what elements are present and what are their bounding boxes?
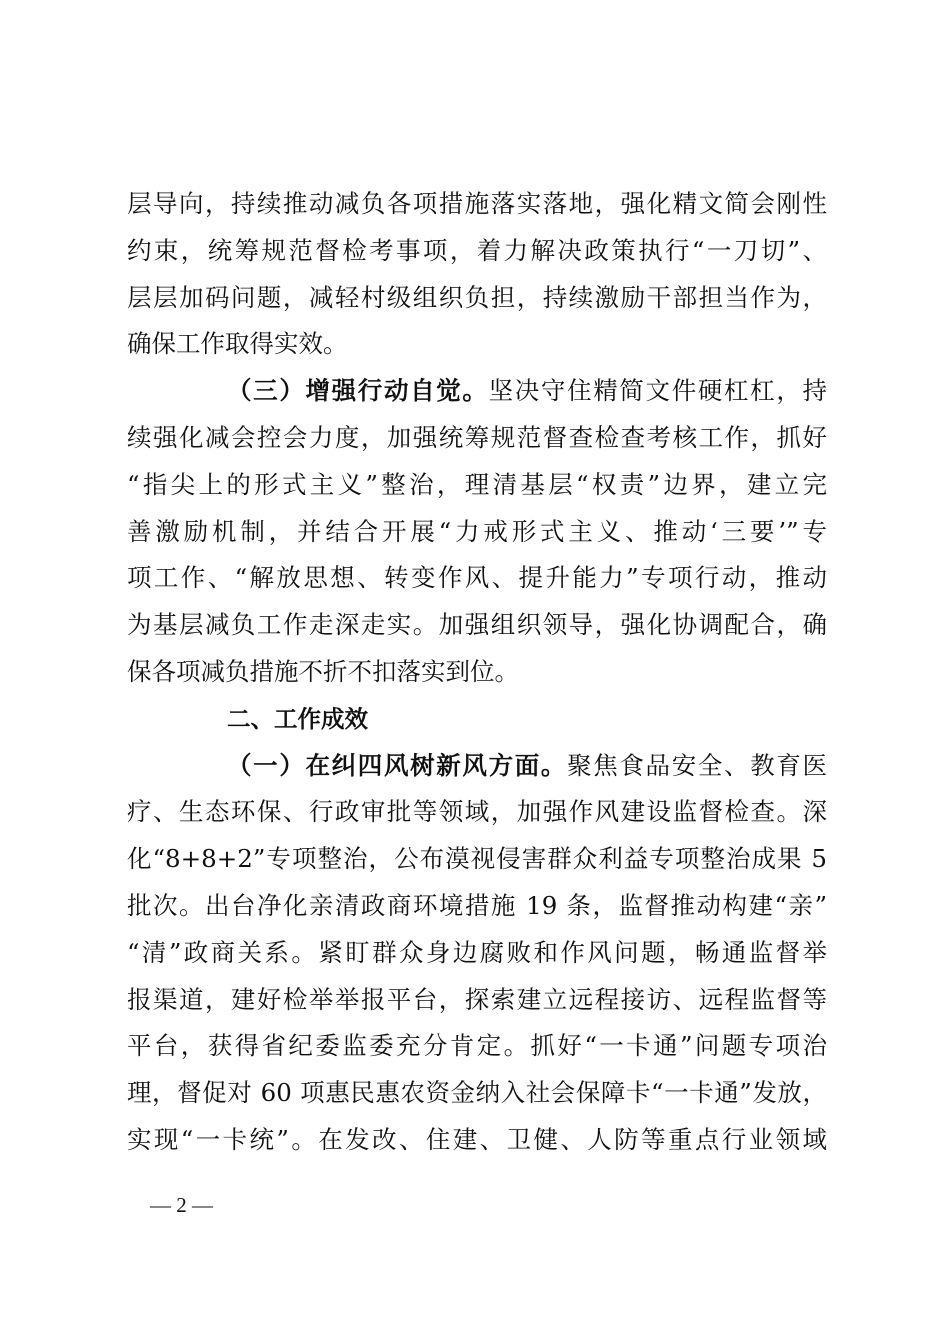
paragraph-line: 保各项减负措施不折不扣落实到位。 [127,656,519,686]
paragraph-line: 实现“一卡统”。在发改、住建、卫健、人防等重点行业领域 [127,1124,827,1154]
paragraph-line: 化“8+8+2”专项整治，公布漠视侵害群众利益专项整治成果 5 [127,844,827,874]
paragraph-line: 确保工作取得实效。 [127,329,348,359]
paragraph-line: “清”政商关系。紧盯群众身边腐败和作风问题，畅通监督举 [127,937,827,967]
paragraph-line: 批次。出台净化亲清政商环境措施 19 条，监督推动构建“亲” [127,890,827,920]
paragraph-line: 层层加码问题，减轻村级组织负担，持续激励干部担当作为， [127,282,827,312]
paragraph-line: 续强化减会控会力度，加强统筹规范督查检查考核工作，抓好 [127,422,827,452]
paragraph-line: 报渠道，建好检举举报平台，探索建立远程接访、远程监督等 [127,984,827,1014]
paragraph-line: 为基层减负工作走深走实。加强组织领导，强化协调配合，确 [127,610,827,640]
paragraph-first-line [127,368,827,415]
document-body [127,181,827,1164]
paragraph-lead-heading: （三）增强行动自觉。 [227,376,489,406]
paragraph-line: 善激励机制，并结合开展“力戒形式主义、推动‘三要’”专 [127,516,827,546]
paragraph-line: 约束，统筹规范督检考事项，着力解决政策执行“一刀切”、 [127,235,827,265]
paragraph-lead-heading: （一）在纠四风树新风方面。 [227,750,568,780]
paragraph-line: 理，督促对 60 项惠民惠农资金纳入社会保障卡“一卡通”发放， [127,1078,827,1108]
page-number: — 2 — [150,1193,213,1217]
paragraph-line: 疗、生态环保、行政审批等领域，加强作风建设监督检查。深 [127,797,827,827]
paragraph-text: 坚决守住精简文件硬杠杠，持 [488,376,828,406]
paragraph-text: 聚焦食品安全、教育医 [567,750,828,780]
paragraph-line: “指尖上的形式主义”整治，理清基层“权责”边界，建立完 [127,469,827,499]
paragraph-line: 平台，获得省纪委监委充分肯定。抓好“一卡通”问题专项治 [127,1031,827,1061]
paragraph-line: 项工作、“解放思想、转变作风、提升能力”专项行动，推动 [127,563,827,593]
section-heading: 二、工作成效 [227,704,368,733]
paragraph-first-line [127,743,827,790]
paragraph-line: 层导向，持续推动减负各项措施落实落地，强化精文简会刚性 [127,189,827,218]
